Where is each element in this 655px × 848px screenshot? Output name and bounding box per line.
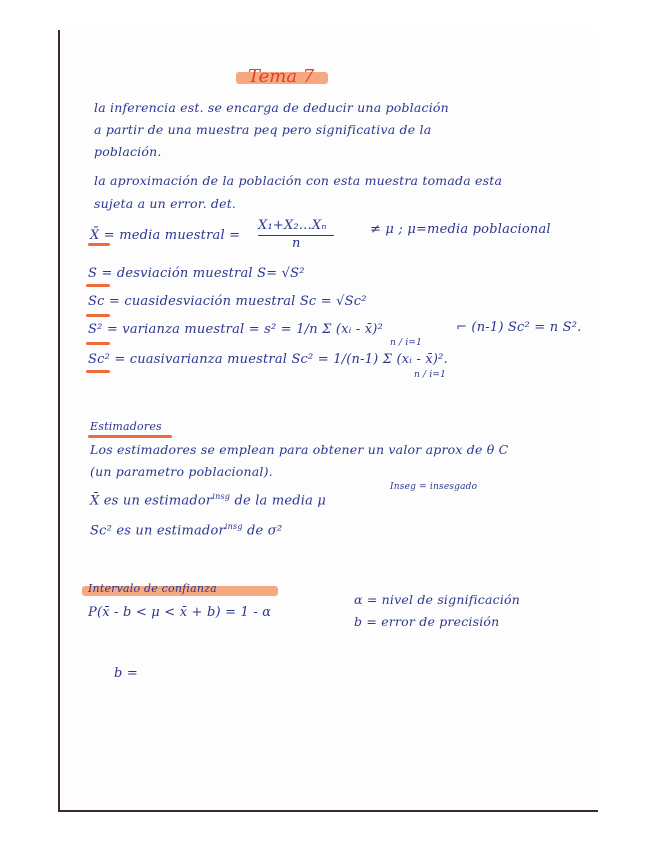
intro-line-4: la aproximación de la población con esta muestra tomada esta: [94, 173, 503, 188]
s2-definition: S² = varianza muestral = s² = 1/n Σ (xᵢ - x̄)²: [88, 322, 383, 337]
s2-sum-range: n / i=1: [390, 338, 423, 348]
intro-line-5: sujeta a un error. det.: [94, 196, 237, 211]
s2-underline: [86, 342, 110, 345]
s-underline: [86, 284, 110, 287]
sc2-estimator-sup: insg: [224, 522, 243, 531]
page-title: Tema 7: [248, 66, 315, 87]
intervalo-formula: P(x̄ - b < μ < x̄ + b) = 1 - α: [88, 605, 272, 620]
estimadores-heading: Estimadores: [90, 420, 162, 433]
intro-line-1: la inferencia est. se encarga de deducir una población: [94, 100, 449, 115]
s-definition: S = desviación muestral S= √S²: [88, 266, 305, 281]
sc2-estimator-target: de σ²: [247, 523, 283, 539]
sc2-sum-range: n / i=1: [414, 370, 447, 380]
xbar-estimator-target: de la media μ: [234, 493, 327, 509]
sc-underline: [86, 314, 110, 317]
estimadores-line-3: [90, 492, 326, 508]
sc2-estimator-text: Sc² es un estimador: [90, 523, 225, 539]
notebook-page: [58, 30, 598, 812]
estimadores-line-2: (un parametro poblacional).: [90, 464, 273, 479]
estimadores-line-4: [90, 522, 282, 538]
b-equation: b =: [114, 666, 138, 681]
mean-underline: [88, 243, 110, 246]
mean-denominator: n: [292, 236, 301, 251]
sc-definition: Sc = cuasidesviación muestral Sc = √Sc²: [88, 294, 367, 309]
mean-numerator: X₁+X₂...Xₙ: [258, 218, 327, 233]
insesgado-note: Inseg = insesgado: [390, 482, 478, 492]
intervalo-heading: Intervalo de confianza: [88, 582, 217, 595]
xbar-estimator-sup: insg: [212, 492, 231, 501]
s2-relation: ⌐ (n-1) Sc² = n S².: [456, 320, 582, 335]
estimadores-underline: [88, 435, 172, 438]
intro-line-3: población.: [94, 144, 162, 159]
b-definition: b = error de precisión: [354, 614, 500, 629]
sc2-definition: Sc² = cuasivarianza muestral Sc² = 1/(n-1) Σ (xᵢ - x̄)².: [88, 352, 448, 367]
mean-label: X̄ = media muestral =: [90, 228, 241, 243]
intro-line-2: a partir de una muestra peq pero significativa de la: [94, 122, 432, 137]
alpha-definition: α = nivel de significación: [354, 592, 521, 607]
xbar-estimator-text: X̄ es un estimador: [90, 493, 213, 509]
sc2-underline: [86, 370, 110, 373]
mean-not-mu: ≠ μ ; μ=media poblacional: [370, 222, 551, 237]
estimadores-line-1: Los estimadores se emplean para obtener un valor aprox de θ C: [90, 442, 509, 457]
